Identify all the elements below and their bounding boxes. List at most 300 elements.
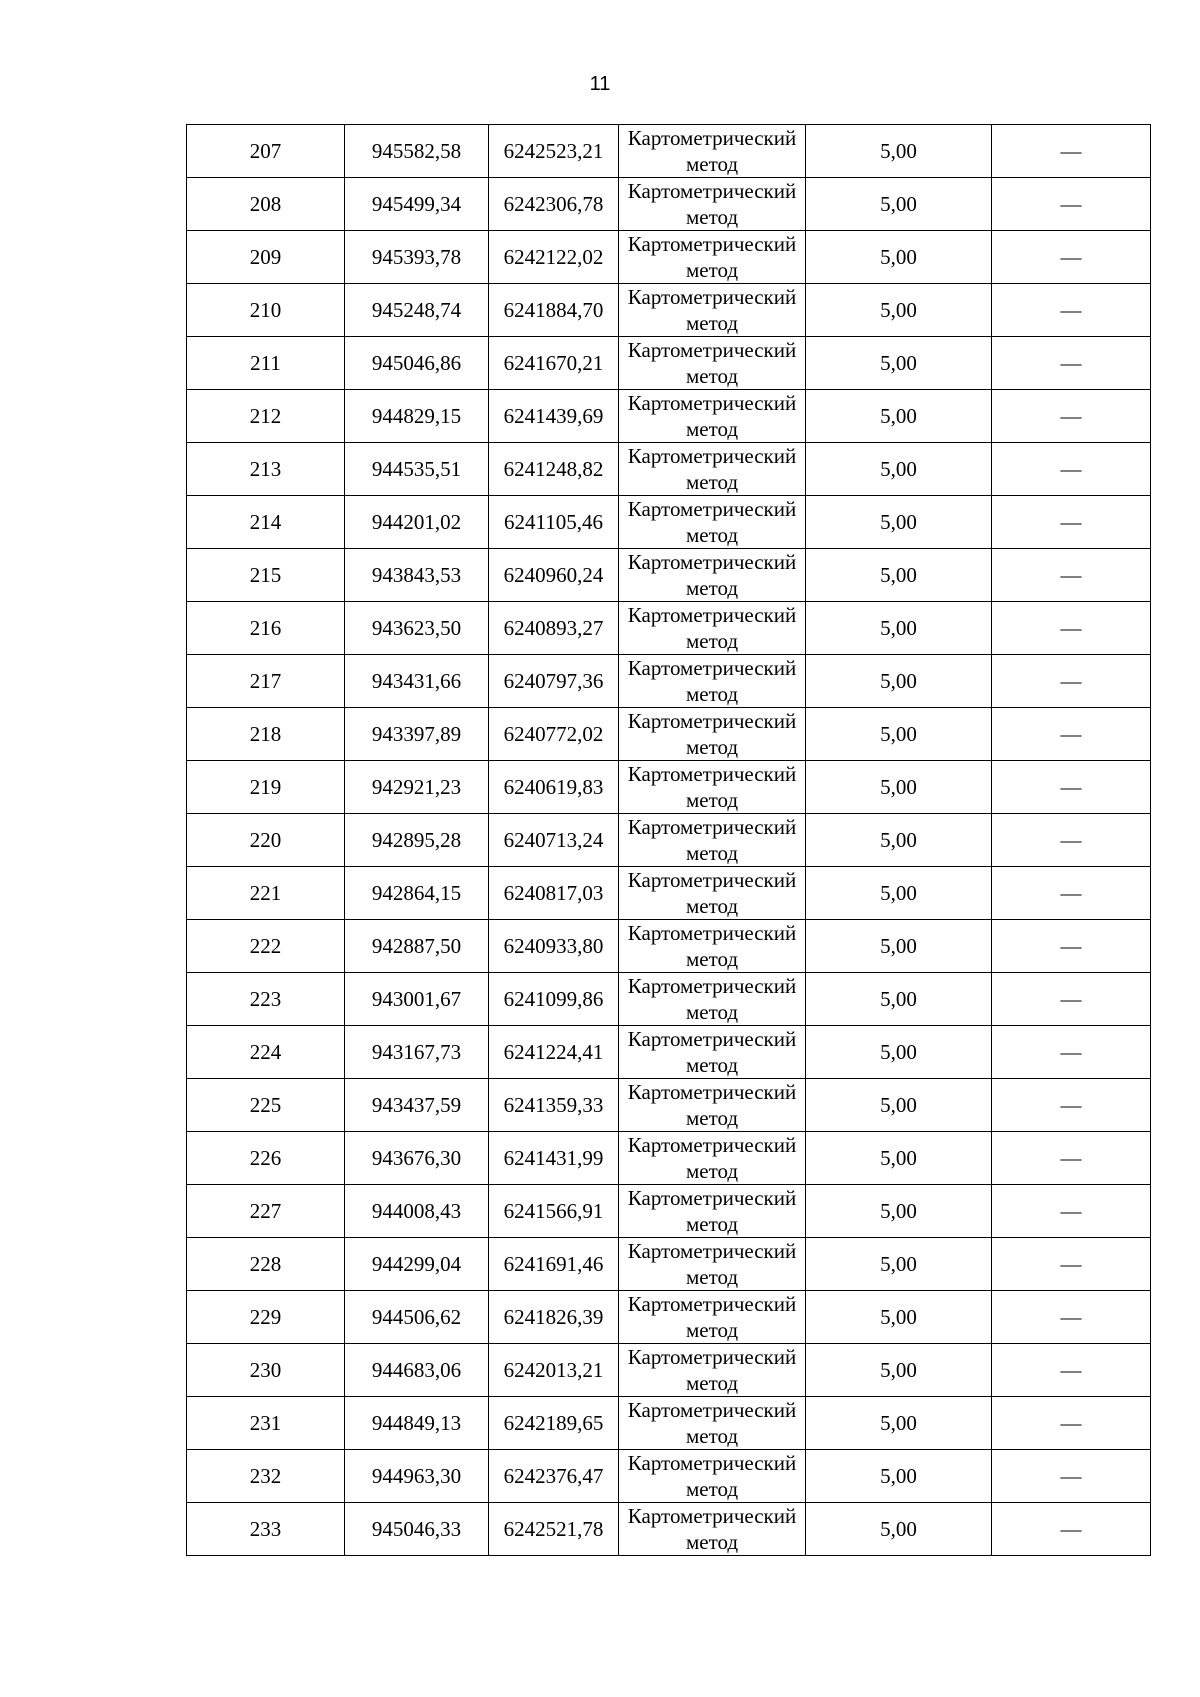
note-text: — [1060, 1305, 1082, 1329]
y-coordinate-cell [489, 761, 619, 814]
note-cell [992, 284, 1151, 337]
x-coordinate-cell [345, 1185, 489, 1238]
point-number-text: 214 [249, 510, 282, 534]
method-cell [619, 1450, 806, 1503]
point-number-text: 216 [249, 616, 282, 640]
point-number-text: 222 [249, 934, 282, 958]
y-coordinate-text: 6242189,65 [503, 1411, 604, 1435]
method-text: Картометрический метод [627, 1186, 797, 1236]
table-row [187, 178, 1151, 231]
point-number-text: 213 [249, 457, 282, 481]
x-coordinate-cell [345, 1132, 489, 1185]
method-text: Картометрический метод [627, 1133, 797, 1183]
accuracy-text: 5,00 [880, 1146, 917, 1170]
method-cell [619, 1503, 806, 1556]
note-cell [992, 443, 1151, 496]
x-coordinate-text: 943167,73 [371, 1040, 462, 1064]
method-cell [619, 1026, 806, 1079]
method-text: Картометрический метод [627, 179, 797, 229]
y-coordinate-text: 6241566,91 [503, 1199, 604, 1223]
x-coordinate-text: 944535,51 [371, 457, 462, 481]
x-coordinate-text: 943437,59 [371, 1093, 462, 1117]
accuracy-text: 5,00 [880, 616, 917, 640]
note-cell [992, 602, 1151, 655]
accuracy-text: 5,00 [880, 245, 917, 269]
method-text: Картометрический метод [627, 1345, 797, 1395]
table-row [187, 867, 1151, 920]
note-cell [992, 496, 1151, 549]
method-cell [619, 867, 806, 920]
method-cell [619, 1344, 806, 1397]
point-number-cell [187, 761, 345, 814]
table-row [187, 549, 1151, 602]
point-number-cell [187, 1132, 345, 1185]
y-coordinate-text: 6240893,27 [503, 616, 604, 640]
point-number-cell [187, 1450, 345, 1503]
method-cell [619, 496, 806, 549]
y-coordinate-cell [489, 1238, 619, 1291]
coordinates-table-body [187, 125, 1151, 1556]
point-number-cell [187, 284, 345, 337]
point-number-cell [187, 178, 345, 231]
accuracy-cell [806, 1185, 992, 1238]
point-number-cell [187, 1397, 345, 1450]
method-cell [619, 549, 806, 602]
method-text: Картометрический метод [627, 762, 797, 812]
table-row [187, 973, 1151, 1026]
accuracy-cell [806, 1026, 992, 1079]
y-coordinate-cell [489, 1397, 619, 1450]
y-coordinate-text: 6241105,46 [504, 510, 603, 534]
note-cell [992, 655, 1151, 708]
accuracy-cell [806, 390, 992, 443]
y-coordinate-cell [489, 1291, 619, 1344]
y-coordinate-text: 6241248,82 [503, 457, 604, 481]
point-number-text: 226 [249, 1146, 282, 1170]
accuracy-cell [806, 337, 992, 390]
point-number-cell [187, 1503, 345, 1556]
accuracy-cell [806, 231, 992, 284]
table-row [187, 443, 1151, 496]
table-row [187, 602, 1151, 655]
x-coordinate-text: 945046,86 [371, 351, 462, 375]
y-coordinate-text: 6242376,47 [503, 1464, 604, 1488]
method-text: Картометрический метод [627, 391, 797, 441]
table-row [187, 761, 1151, 814]
y-coordinate-text: 6240713,24 [503, 828, 604, 852]
method-text: Картометрический метод [627, 868, 797, 918]
point-number-cell [187, 1238, 345, 1291]
x-coordinate-text: 942895,28 [371, 828, 462, 852]
point-number-text: 208 [249, 192, 282, 216]
method-cell [619, 231, 806, 284]
point-number-text: 219 [249, 775, 282, 799]
accuracy-cell [806, 920, 992, 973]
point-number-cell [187, 708, 345, 761]
method-cell [619, 443, 806, 496]
accuracy-cell [806, 1238, 992, 1291]
method-cell [619, 1079, 806, 1132]
note-cell [992, 125, 1151, 178]
point-number-cell [187, 496, 345, 549]
x-coordinate-text: 944008,43 [371, 1199, 462, 1223]
method-text: Картометрический метод [627, 921, 797, 971]
method-text: Картометрический метод [627, 1027, 797, 1077]
note-text: — [1060, 298, 1082, 322]
accuracy-cell [806, 178, 992, 231]
note-text: — [1060, 563, 1082, 587]
note-text: — [1060, 775, 1082, 799]
accuracy-text: 5,00 [880, 139, 917, 163]
x-coordinate-text: 943676,30 [371, 1146, 462, 1170]
method-text: Картометрический метод [627, 285, 797, 335]
note-cell [992, 1503, 1151, 1556]
note-text: — [1060, 828, 1082, 852]
y-coordinate-text: 6240817,03 [503, 881, 604, 905]
method-text: Картометрический метод [627, 126, 797, 176]
accuracy-cell [806, 1344, 992, 1397]
note-text: — [1060, 1517, 1082, 1541]
accuracy-text: 5,00 [880, 1305, 917, 1329]
note-text: — [1060, 1146, 1082, 1170]
x-coordinate-text: 945393,78 [371, 245, 462, 269]
x-coordinate-text: 944829,15 [371, 404, 462, 428]
accuracy-cell [806, 125, 992, 178]
point-number-text: 209 [249, 245, 282, 269]
note-text: — [1060, 245, 1082, 269]
note-cell [992, 1026, 1151, 1079]
note-cell [992, 1344, 1151, 1397]
x-coordinate-text: 942921,23 [371, 775, 462, 799]
point-number-cell [187, 337, 345, 390]
accuracy-cell [806, 284, 992, 337]
y-coordinate-cell [489, 814, 619, 867]
y-coordinate-cell [489, 231, 619, 284]
y-coordinate-cell [489, 1026, 619, 1079]
y-coordinate-text: 6241099,86 [503, 987, 604, 1011]
accuracy-text: 5,00 [880, 1358, 917, 1382]
point-number-text: 215 [249, 563, 282, 587]
note-text: — [1060, 1358, 1082, 1382]
x-coordinate-cell [345, 1079, 489, 1132]
accuracy-cell [806, 496, 992, 549]
accuracy-cell [806, 1079, 992, 1132]
method-text: Картометрический метод [627, 1080, 797, 1130]
method-cell [619, 655, 806, 708]
y-coordinate-text: 6240772,02 [503, 722, 604, 746]
note-text: — [1060, 669, 1082, 693]
point-number-text: 233 [249, 1517, 282, 1541]
x-coordinate-cell [345, 602, 489, 655]
table-row [187, 1132, 1151, 1185]
y-coordinate-cell [489, 125, 619, 178]
x-coordinate-text: 944201,02 [371, 510, 462, 534]
x-coordinate-cell [345, 231, 489, 284]
point-number-text: 229 [249, 1305, 282, 1329]
table-row [187, 1238, 1151, 1291]
page-number: 11 [589, 73, 611, 95]
y-coordinate-text: 6242122,02 [503, 245, 604, 269]
method-cell [619, 284, 806, 337]
table-row [187, 708, 1151, 761]
x-coordinate-text: 943431,66 [371, 669, 462, 693]
accuracy-text: 5,00 [880, 510, 917, 534]
point-number-cell [187, 231, 345, 284]
point-number-cell [187, 655, 345, 708]
note-text: — [1060, 192, 1082, 216]
method-text: Картометрический метод [627, 1239, 797, 1289]
note-cell [992, 178, 1151, 231]
method-cell [619, 973, 806, 1026]
point-number-text: 207 [249, 139, 282, 163]
accuracy-cell [806, 814, 992, 867]
method-text: Картометрический метод [627, 1292, 797, 1342]
accuracy-cell [806, 1291, 992, 1344]
method-cell [619, 1132, 806, 1185]
point-number-text: 227 [249, 1199, 282, 1223]
note-text: — [1060, 1199, 1082, 1223]
x-coordinate-cell [345, 337, 489, 390]
x-coordinate-cell [345, 549, 489, 602]
x-coordinate-text: 944963,30 [371, 1464, 462, 1488]
note-text: — [1060, 987, 1082, 1011]
accuracy-text: 5,00 [880, 934, 917, 958]
note-text: — [1060, 616, 1082, 640]
x-coordinate-text: 942864,15 [371, 881, 462, 905]
note-cell [992, 390, 1151, 443]
table-row [187, 231, 1151, 284]
accuracy-text: 5,00 [880, 775, 917, 799]
table-row [187, 655, 1151, 708]
accuracy-cell [806, 1450, 992, 1503]
y-coordinate-text: 6242013,21 [503, 1358, 604, 1382]
note-text: — [1060, 510, 1082, 534]
note-text: — [1060, 1411, 1082, 1435]
point-number-cell [187, 1185, 345, 1238]
y-coordinate-cell [489, 1185, 619, 1238]
point-number-cell [187, 125, 345, 178]
method-cell [619, 708, 806, 761]
accuracy-text: 5,00 [880, 1252, 917, 1276]
y-coordinate-text: 6240933,80 [503, 934, 604, 958]
x-coordinate-cell [345, 1344, 489, 1397]
table-row [187, 284, 1151, 337]
x-coordinate-cell [345, 655, 489, 708]
y-coordinate-cell [489, 549, 619, 602]
accuracy-text: 5,00 [880, 987, 917, 1011]
method-text: Картометрический метод [627, 338, 797, 388]
point-number-text: 221 [249, 881, 282, 905]
method-cell [619, 814, 806, 867]
table-row [187, 1185, 1151, 1238]
y-coordinate-text: 6241359,33 [503, 1093, 604, 1117]
method-cell [619, 178, 806, 231]
method-cell [619, 1238, 806, 1291]
table-row [187, 1026, 1151, 1079]
y-coordinate-text: 6241884,70 [503, 298, 604, 322]
note-cell [992, 231, 1151, 284]
accuracy-text: 5,00 [880, 457, 917, 481]
point-number-text: 223 [249, 987, 282, 1011]
accuracy-text: 5,00 [880, 881, 917, 905]
y-coordinate-cell [489, 973, 619, 1026]
point-number-cell [187, 1026, 345, 1079]
y-coordinate-cell [489, 920, 619, 973]
note-text: — [1060, 1093, 1082, 1117]
method-text: Картометрический метод [627, 444, 797, 494]
point-number-cell [187, 920, 345, 973]
y-coordinate-text: 6241224,41 [503, 1040, 604, 1064]
accuracy-cell [806, 1132, 992, 1185]
x-coordinate-text: 943843,53 [371, 563, 462, 587]
y-coordinate-text: 6241431,99 [503, 1146, 604, 1170]
x-coordinate-text: 945248,74 [371, 298, 462, 322]
point-number-cell [187, 1344, 345, 1397]
table-row [187, 1450, 1151, 1503]
x-coordinate-cell [345, 1026, 489, 1079]
x-coordinate-cell [345, 761, 489, 814]
y-coordinate-cell [489, 390, 619, 443]
x-coordinate-text: 943623,50 [371, 616, 462, 640]
method-text: Картометрический метод [627, 1398, 797, 1448]
accuracy-text: 5,00 [880, 669, 917, 693]
note-text: — [1060, 404, 1082, 428]
method-cell [619, 1397, 806, 1450]
point-number-text: 228 [249, 1252, 282, 1276]
point-number-cell [187, 602, 345, 655]
y-coordinate-cell [489, 867, 619, 920]
accuracy-cell [806, 443, 992, 496]
table-row [187, 1291, 1151, 1344]
point-number-cell [187, 443, 345, 496]
table-row [187, 920, 1151, 973]
y-coordinate-text: 6241670,21 [503, 351, 604, 375]
accuracy-text: 5,00 [880, 1464, 917, 1488]
note-text: — [1060, 881, 1082, 905]
y-coordinate-cell [489, 1450, 619, 1503]
point-number-text: 218 [249, 722, 282, 746]
y-coordinate-cell [489, 1079, 619, 1132]
y-coordinate-text: 6241691,46 [503, 1252, 604, 1276]
method-cell [619, 761, 806, 814]
accuracy-cell [806, 867, 992, 920]
y-coordinate-cell [489, 1503, 619, 1556]
x-coordinate-cell [345, 390, 489, 443]
y-coordinate-text: 6240619,83 [503, 775, 604, 799]
x-coordinate-cell [345, 443, 489, 496]
x-coordinate-cell [345, 1238, 489, 1291]
point-number-cell [187, 1079, 345, 1132]
accuracy-cell [806, 973, 992, 1026]
y-coordinate-text: 6240797,36 [503, 669, 604, 693]
table-row [187, 814, 1151, 867]
note-text: — [1060, 1464, 1082, 1488]
table-row [187, 337, 1151, 390]
y-coordinate-cell [489, 708, 619, 761]
method-cell [619, 1185, 806, 1238]
method-cell [619, 920, 806, 973]
point-number-text: 225 [249, 1093, 282, 1117]
method-text: Картометрический метод [627, 815, 797, 865]
x-coordinate-cell [345, 1397, 489, 1450]
accuracy-text: 5,00 [880, 563, 917, 587]
method-text: Картометрический метод [627, 1451, 797, 1501]
y-coordinate-cell [489, 284, 619, 337]
accuracy-text: 5,00 [880, 1040, 917, 1064]
accuracy-text: 5,00 [880, 192, 917, 216]
accuracy-text: 5,00 [880, 1199, 917, 1223]
accuracy-cell [806, 1503, 992, 1556]
x-coordinate-text: 944299,04 [371, 1252, 462, 1276]
accuracy-text: 5,00 [880, 1517, 917, 1541]
y-coordinate-text: 6242306,78 [503, 192, 604, 216]
note-cell [992, 1238, 1151, 1291]
method-cell [619, 602, 806, 655]
point-number-text: 212 [249, 404, 282, 428]
method-text: Картометрический метод [627, 603, 797, 653]
x-coordinate-cell [345, 284, 489, 337]
note-text: — [1060, 139, 1082, 163]
x-coordinate-text: 945046,33 [371, 1517, 462, 1541]
accuracy-text: 5,00 [880, 722, 917, 746]
method-cell [619, 1291, 806, 1344]
method-cell [619, 390, 806, 443]
accuracy-cell [806, 708, 992, 761]
x-coordinate-cell [345, 125, 489, 178]
note-cell [992, 708, 1151, 761]
method-text: Картометрический метод [627, 709, 797, 759]
y-coordinate-cell [489, 1344, 619, 1397]
point-number-text: 232 [249, 1464, 282, 1488]
note-cell [992, 337, 1151, 390]
x-coordinate-text: 942887,50 [371, 934, 462, 958]
note-cell [992, 1291, 1151, 1344]
x-coordinate-cell [345, 178, 489, 231]
x-coordinate-cell [345, 973, 489, 1026]
point-number-cell [187, 973, 345, 1026]
x-coordinate-cell [345, 708, 489, 761]
accuracy-cell [806, 1397, 992, 1450]
point-number-text: 220 [249, 828, 282, 852]
y-coordinate-cell [489, 337, 619, 390]
point-number-cell [187, 1291, 345, 1344]
point-number-text: 217 [249, 669, 282, 693]
x-coordinate-text: 944683,06 [371, 1358, 462, 1382]
x-coordinate-cell [345, 814, 489, 867]
y-coordinate-text: 6242523,21 [503, 139, 604, 163]
y-coordinate-cell [489, 655, 619, 708]
point-number-cell [187, 549, 345, 602]
note-text: — [1060, 722, 1082, 746]
accuracy-text: 5,00 [880, 404, 917, 428]
table-row [187, 1503, 1151, 1556]
note-cell [992, 814, 1151, 867]
note-text: — [1060, 934, 1082, 958]
accuracy-text: 5,00 [880, 351, 917, 375]
table-row [187, 496, 1151, 549]
y-coordinate-text: 6241826,39 [503, 1305, 604, 1329]
table-row [187, 1397, 1151, 1450]
x-coordinate-cell [345, 1291, 489, 1344]
x-coordinate-cell [345, 496, 489, 549]
x-coordinate-text: 944506,62 [371, 1305, 462, 1329]
coordinates-table [186, 124, 1151, 1556]
x-coordinate-text: 945499,34 [371, 192, 462, 216]
note-cell [992, 1397, 1151, 1450]
method-cell [619, 337, 806, 390]
method-cell [619, 125, 806, 178]
y-coordinate-cell [489, 496, 619, 549]
